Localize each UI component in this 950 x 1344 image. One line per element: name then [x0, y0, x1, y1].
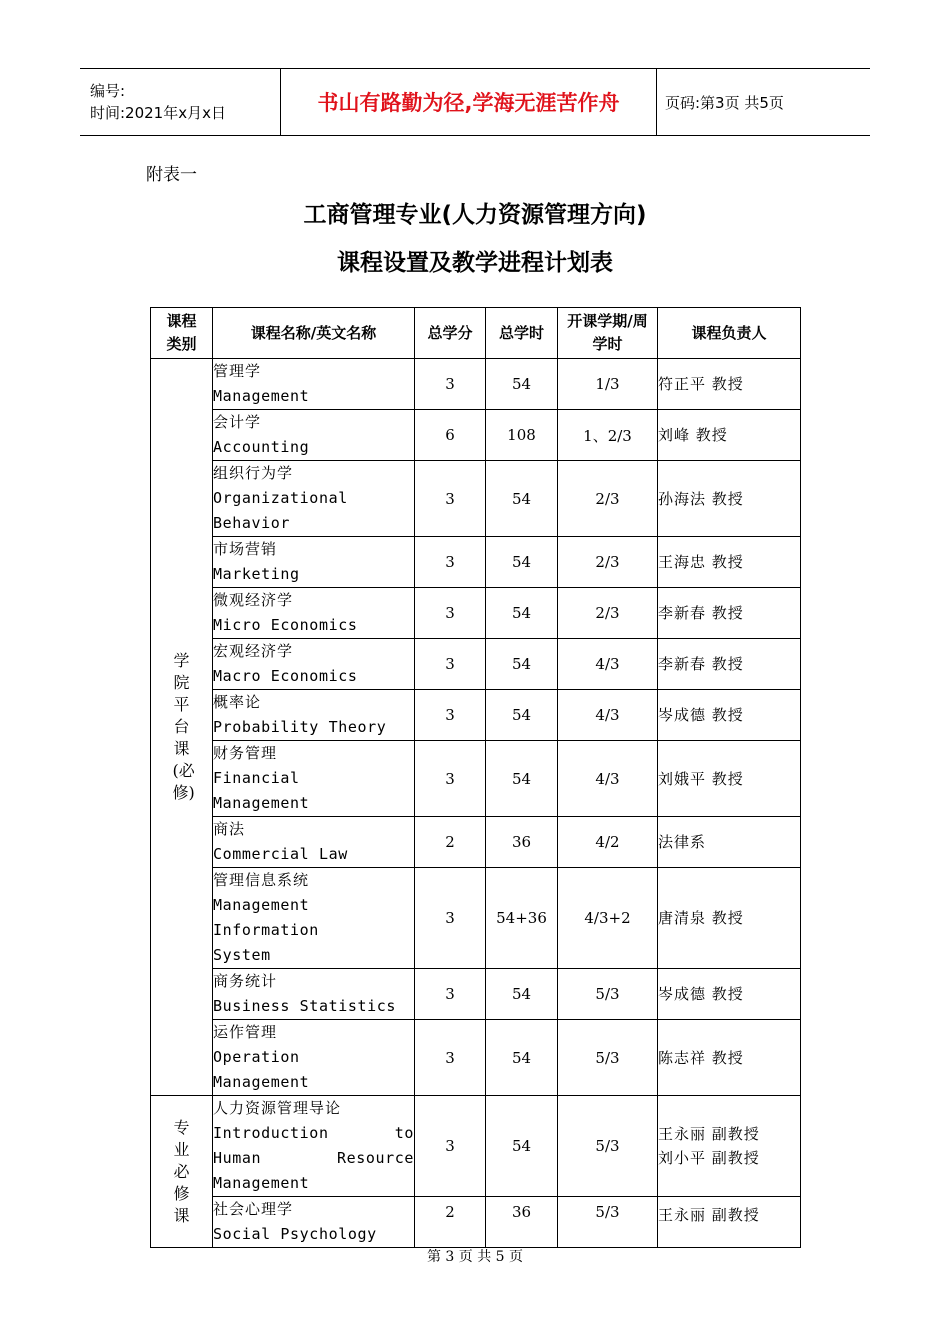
semester-cell: 5/3 — [558, 1197, 658, 1248]
credits-cell: 2 — [415, 817, 486, 868]
lead-cell: 岑成德 教授 — [658, 690, 801, 741]
hours-cell: 54 — [486, 741, 558, 817]
header-semester: 开课学期/周学时 — [558, 308, 658, 359]
table-row — [151, 461, 801, 537]
document-header — [80, 68, 870, 136]
hours-cell: 54 — [486, 1096, 558, 1197]
hours-cell: 54 — [486, 690, 558, 741]
lead-cell: 刘娥平 教授 — [658, 741, 801, 817]
hours-cell: 54 — [486, 537, 558, 588]
header-motto — [281, 69, 657, 135]
hours-cell: 54 — [486, 359, 558, 410]
motto-text: 书山有路勤为径,学海无涯苦作舟 — [317, 91, 620, 115]
hours-cell: 36 — [486, 1197, 558, 1248]
semester-cell: 1/3 — [558, 359, 658, 410]
table-header-row — [151, 308, 801, 359]
course-name-cell: 运作管理 Operation Management — [213, 1020, 415, 1096]
course-name-cell: 微观经济学 Micro Economics — [213, 588, 415, 639]
credits-cell: 3 — [415, 537, 486, 588]
credits-cell: 2 — [415, 1197, 486, 1248]
credits-cell: 3 — [415, 588, 486, 639]
semester-cell: 2/3 — [558, 588, 658, 639]
lead-cell: 刘峰 教授 — [658, 410, 801, 461]
semester-cell: 4/3 — [558, 690, 658, 741]
credits-cell: 3 — [415, 690, 486, 741]
category-platform: 学院平台课(必修) — [151, 359, 213, 1096]
credits-cell: 3 — [415, 639, 486, 690]
semester-cell: 4/3+2 — [558, 868, 658, 969]
table-row — [151, 690, 801, 741]
credits-cell: 3 — [415, 969, 486, 1020]
lead-cell: 王永丽 副教授 刘小平 副教授 — [658, 1096, 801, 1197]
semester-cell: 4/3 — [558, 639, 658, 690]
header-category: 课程类别 — [151, 308, 213, 359]
semester-cell: 2/3 — [558, 537, 658, 588]
table-row — [151, 868, 801, 969]
header-hours: 总学时 — [486, 308, 558, 359]
lead-cell: 王海忠 教授 — [658, 537, 801, 588]
course-plan-table — [150, 307, 801, 1248]
page-subtitle: 课程设置及教学进程计划表 — [337, 250, 613, 276]
hours-cell: 54 — [486, 588, 558, 639]
credits-cell: 3 — [415, 868, 486, 969]
hours-cell: 54 — [486, 969, 558, 1020]
hours-cell: 54 — [486, 639, 558, 690]
course-name-cell: 概率论 Probability Theory — [213, 690, 415, 741]
credits-cell: 3 — [415, 1020, 486, 1096]
time-label: 时间:2021年x月x日 — [90, 104, 226, 122]
semester-cell: 1、2/3 — [558, 410, 658, 461]
table-row — [151, 1197, 801, 1248]
table-row — [151, 817, 801, 868]
page-footer: 第 3 页 共 5 页 — [426, 1249, 524, 1265]
lead-cell: 李新春 教授 — [658, 588, 801, 639]
credits-cell: 3 — [415, 461, 486, 537]
lead-cell: 李新春 教授 — [658, 639, 801, 690]
course-name-cell: 商务统计 Business Statistics — [213, 969, 415, 1020]
table-row — [151, 741, 801, 817]
header-name: 课程名称/英文名称 — [213, 308, 415, 359]
lead-cell: 孙海法 教授 — [658, 461, 801, 537]
table-row — [151, 588, 801, 639]
header-lead: 课程负责人 — [658, 308, 801, 359]
course-name-cell: 组织行为学 Organizational Behavior — [213, 461, 415, 537]
page-label: 页码:第3页 共5页 — [665, 93, 784, 112]
semester-cell: 2/3 — [558, 461, 658, 537]
semester-cell: 5/3 — [558, 1096, 658, 1197]
number-label: 编号: — [90, 82, 126, 100]
semester-cell: 4/3 — [558, 741, 658, 817]
lead-cell: 唐清泉 教授 — [658, 868, 801, 969]
course-name-cell: 社会心理学 Social Psychology — [213, 1197, 415, 1248]
appendix-label: 附表一 — [146, 165, 197, 185]
header-page — [657, 69, 870, 135]
hours-cell: 54+36 — [486, 868, 558, 969]
semester-cell: 5/3 — [558, 1020, 658, 1096]
category-major-required: 专业必修课 — [151, 1096, 213, 1248]
semester-cell: 5/3 — [558, 969, 658, 1020]
table-row — [151, 1096, 801, 1197]
course-name-cell: 商法 Commercial Law — [213, 817, 415, 868]
course-name-cell: 管理信息系统 Management Information System — [213, 868, 415, 969]
course-name-cell: 市场营销 Marketing — [213, 537, 415, 588]
credits-cell: 3 — [415, 359, 486, 410]
table-row — [151, 969, 801, 1020]
table-row — [151, 537, 801, 588]
header-credits: 总学分 — [415, 308, 486, 359]
lead-cell: 法律系 — [658, 817, 801, 868]
lead-cell: 岑成德 教授 — [658, 969, 801, 1020]
header-meta — [80, 69, 281, 135]
course-name-cell: 管理学 Management — [213, 359, 415, 410]
hours-cell: 36 — [486, 817, 558, 868]
lead-cell: 陈志祥 教授 — [658, 1020, 801, 1096]
table-row — [151, 359, 801, 410]
table-row — [151, 1020, 801, 1096]
credits-cell: 3 — [415, 741, 486, 817]
course-name-cell: 财务管理 Financial Management — [213, 741, 415, 817]
lead-cell: 王永丽 副教授 — [658, 1197, 801, 1248]
credits-cell: 6 — [415, 410, 486, 461]
hours-cell: 54 — [486, 1020, 558, 1096]
course-name-cell: 宏观经济学 Macro Economics — [213, 639, 415, 690]
hours-cell: 54 — [486, 461, 558, 537]
semester-cell: 4/2 — [558, 817, 658, 868]
page-title: 工商管理专业(人力资源管理方向) — [303, 202, 647, 228]
table-row — [151, 410, 801, 461]
lead-cell: 符正平 教授 — [658, 359, 801, 410]
table-row — [151, 639, 801, 690]
credits-cell: 3 — [415, 1096, 486, 1197]
course-name-cell: 人力资源管理导论 Introduction to Human Resource Management — [213, 1096, 415, 1197]
hours-cell: 108 — [486, 410, 558, 461]
course-name-cell: 会计学 Accounting — [213, 410, 415, 461]
